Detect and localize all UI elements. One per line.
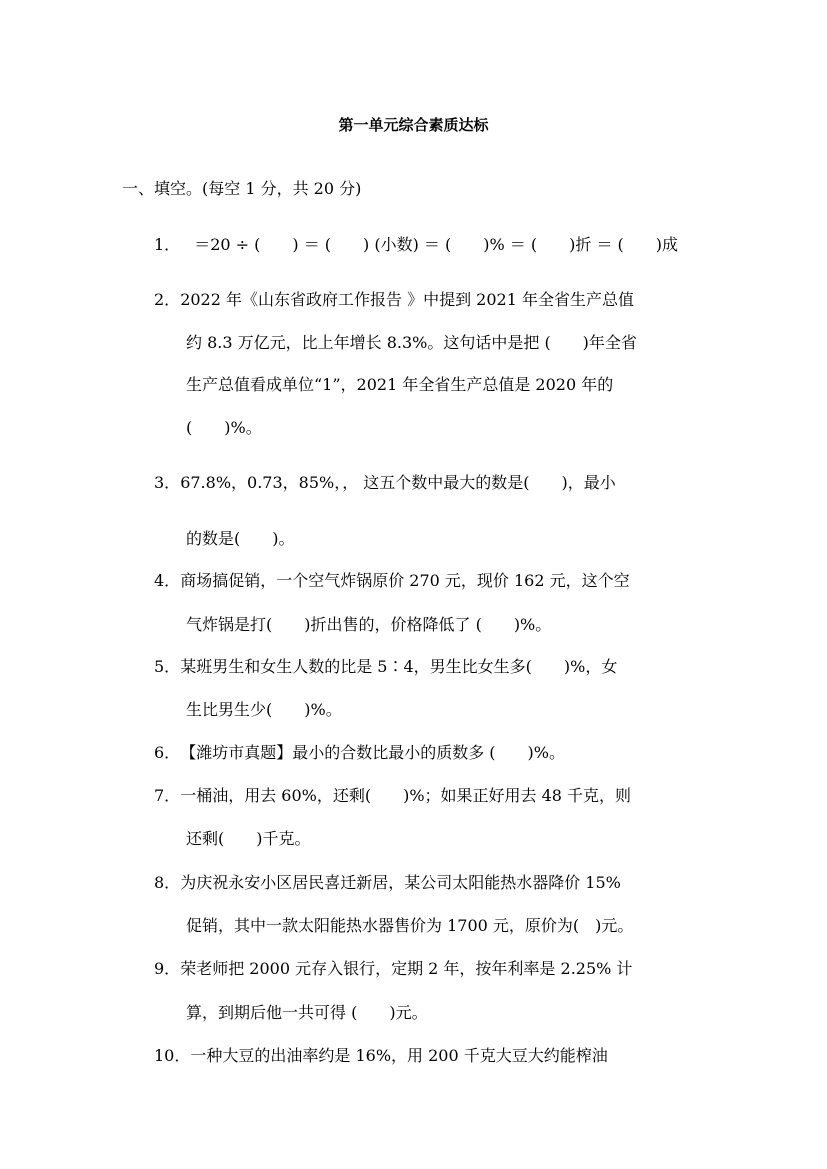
question-text: 一种大豆的出油率约是 16%，用 200 千克大豆大约能榨油 [190,1046,608,1065]
question-text: 促销，其中一款太阳能热水器售价为 1700 元，原价为( )元。 [186,916,634,935]
question-text: ＝20 ÷ ( ) ＝ ( ) (小数) ＝ ( )% ＝ ( )折 ＝ ( )成 [194,235,679,254]
question-text: 气炸锅是打( )折出售的，价格降低了 ( )%。 [186,615,552,634]
question-text: ( )%。 [186,418,262,437]
question-number: 6． [154,743,181,762]
question-text: 67.8%，0.73，85%，， 这五个数中最大的数是( )，最小 [180,473,616,492]
question-1 [154,232,678,255]
question-number: 9． [154,959,181,978]
question-text: 某班男生和女生人数的比是 5∶4，男生比女生多( )%，女 [180,657,618,676]
question-number: 4． [154,571,181,590]
section-header: 一、填空。(每空 1 分，共 20 分) [122,179,362,198]
question-number: 3． [154,473,181,492]
question-10 [154,1043,608,1066]
question-3 [154,470,616,493]
page-title: 第一单元综合素质达标 [338,116,489,134]
question-7 [154,783,631,806]
question-text: 的数是( )。 [186,529,295,548]
question-text: 算，到期后他一共可得 ( )元。 [186,1003,428,1022]
question-5 [154,654,617,677]
question-text: 还剩( )千克。 [186,829,311,848]
question-text: 【潍坊市真题】最小的合数比最小的质数多 ( )%。 [180,743,565,762]
question-9 [154,956,632,979]
question-text: 2022 年《山东省政府工作报告 》中提到 2021 年全省生产总值 [180,290,634,309]
question-text: 为庆祝永安小区居民喜迁新居，某公司太阳能热水器降价 15% [180,873,621,892]
question-number: 7． [154,786,181,805]
question-text: 一桶油，用去 60%，还剩( )%；如果正好用去 48 千克，则 [180,786,632,805]
question-number: 8． [154,873,181,892]
question-number: 1． [154,235,181,254]
question-text: 荣老师把 2000 元存入银行，定期 2 年，按年利率是 2.25% 计 [180,959,633,978]
question-4 [154,568,630,591]
question-number: 10． [154,1046,191,1065]
question-number: 5． [154,657,181,676]
question-8 [154,870,621,893]
question-text: 生比男生少( )%。 [186,700,342,719]
question-2 [154,287,634,310]
question-text: 商场搞促销，一个空气炸锅原价 270 元，现价 162 元，这个空 [180,571,630,590]
question-text: 约 8.3 万亿元，比上年增长 8.3%。这句话中是把 ( )年全省 [186,333,637,352]
question-text: 生产总值看成单位“1”，2021 年全省生产总值是 2020 年的 [186,375,614,394]
question-number: 2． [154,290,181,309]
question-6 [154,740,565,763]
